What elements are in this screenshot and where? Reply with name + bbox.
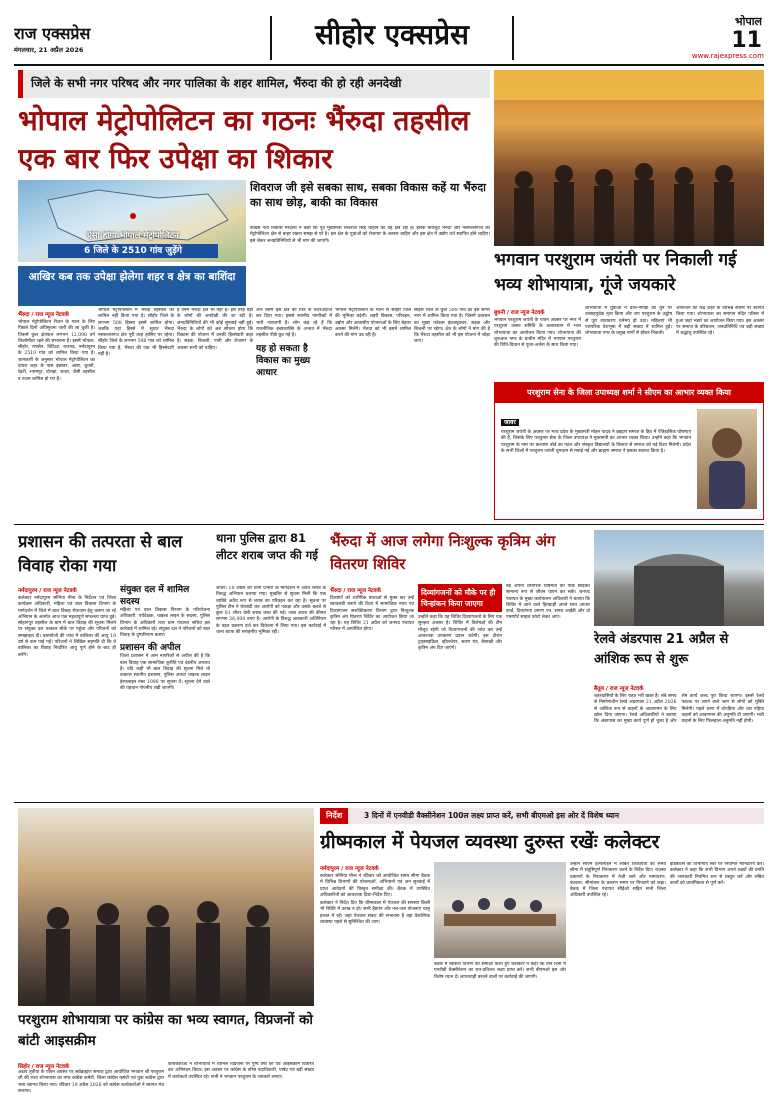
- camp-body: [330, 584, 590, 798]
- camp-callout: दिव्यांगजनों को मौके पर ही चिन्हांकन किया जाएगा: [418, 584, 502, 612]
- water-headline: ग्रीष्मकाल में पेयजल व्यवस्था दुरुस्त रखेंः कलेक्टर: [320, 831, 660, 853]
- marriage-body: [18, 584, 116, 798]
- marriage-headline: प्रशासन की तत्परता से बाल विवाह रोका गया: [18, 532, 183, 575]
- water-col3: बैठक में स्वास्थ्य विभाग की समीक्षा करते हुए कलेक्टर ने कहा कि तीन दिनों में एनवीडी वैक्सीनेशन का शत-प्रतिशत लक्ष्य प्राप्त करें। सभी बीएमओ इस ओर विशेष ध्यान दें। लापरवाही बरतने वालों पर कार्रवाई की जाएगी।: [434, 962, 566, 980]
- marriage-text: कलेक्टर नर्मदापुरम सोनिया मीना के निर्देशन एवं जिला कार्यक्रम अधिकारी, महिला एवं बाल विकास विभाग के मार्गदर्शन में जिले में बाल विवाह रोकथाम हेतु चलाए जा रहे अभियान के अंतर्गत आज एक महत्वपूर्ण सफलता प्राप्त हुई। सोहागपुर तहसील के ग्राम में बाल विवाह की सूचना मिलने पर संयुक्त दल तत्काल मौके पर पहुंचा और परिजनों को समझाइश दी। दस्तावेजों की जांच में बालिका की आयु 18 वर्ष से कम पाई गई। परिजनों ने लिखित सहमति दी कि वे बालिका का विवाह निर्धारित आयु पूर्ण होने के बाद ही करेंगे।: [18, 596, 116, 658]
- marriage-sidebar: [120, 584, 210, 798]
- police-headline: थाना पुलिस द्वारा 81 लीटर शराब जप्त की गई: [216, 531, 318, 562]
- masthead-center-title: सीहोर एक्सप्रेस: [270, 16, 514, 60]
- sena-portrait: [697, 409, 757, 509]
- map-caption-2: 6 जिले के 2510 गांव जुड़ेंगे: [48, 244, 218, 258]
- meeting-photo: [434, 862, 566, 958]
- parshuram-col1: भगवान परशुराम जयंती के पावन अवसर पर नगर में परशुराम उत्सव समिति के तत्वावधान में भव्य शोभायात्रा का आयोजन किया गया। शोभायात्रा की शुरुआत नगर के प्राचीन मंदिर में भगवान परशुराम की विधि-विधान से पूजा-अर्चना के साथ किया गया।: [494, 318, 581, 349]
- railway-body: [594, 682, 764, 798]
- masthead-rule: [14, 64, 764, 66]
- lead-body: [18, 308, 490, 520]
- sena-box: [494, 382, 764, 520]
- team-title: संयुक्त दल में शामिल सदस्य: [120, 585, 190, 607]
- congress-photo: [18, 808, 314, 1006]
- lead-col5: भोपाल मेट्रोपोलिटन के गठन से सीहोर जिले की भूमिका बढ़ेगी। शहरी विकास, परिवहन, उद्योग और आवासीय योजनाओं के लिए बेहतर अवसर मिलेंगे। भैंरुदा को भी इसमें शामिल करने की मांग उठ रही है।: [335, 308, 411, 339]
- metro-map: [18, 180, 246, 262]
- parshuram-byline: बुधनी / राज न्यूज नेटवर्क: [494, 310, 545, 316]
- page-number: 11: [731, 28, 762, 53]
- camp-col2: उन्होंने कहा कि यह शिविर दिव्यांगजनों के लिए एक सुनहरा अवसर है। शिविर में विशेषज्ञों की टीम मौजूद रहेगी जो दिव्यांगजनों की जांच कर उन्हें आवश्यक उपकरण प्रदान करेगी। इस दौरान ट्राइसाइकिल, व्हीलचेयर, श्रवण यंत्र, बैसाखी और कृत्रिम अंग दिए जाएंगे।: [418, 615, 502, 652]
- lead-col6: सीहोर जिले के कुल 599 गांव को इस सागर नगर में शामिल किया गया है। जिसमें प्रशासन का मुख्य फोकस इंफ्रास्ट्रक्चर, सड़क और बिजली पर रहेगा। क्षेत्र के लोगों ने मांग की है कि भैंरुदा तहसील को भी इस योजना में जोड़ा जाए।: [414, 308, 490, 345]
- group-people-icon: [18, 808, 314, 1006]
- lead-col4: और उसमें इस क्षेत्र को फिर से नजरअंदाज कर दिया गया। इससे स्थानीय नागरिकों में भारी नाराजगी है। लोग कह रहे हैं कि राजनीतिक इच्छाशक्ति के अभाव में भैंरुदा तहसील पीछे छूट गई है।: [256, 308, 332, 339]
- railway-text: शहरवासियों के लिए राहत भरी खबर है। लंबे समय से निर्माणाधीन रेलवे अंडरपास 21 अप्रैल 2026 से आंशिक रूप से वाहनों के आवागमन के लिए खोल दिया जाएगा। रेलवे अधिकारियों ने बताया कि अंडरपास का मुख्य कार्य पूर्ण हो चुका है और शेष कार्य जल्द पूरा किया जाएगा। इससे रेलवे फाटक पर लगने वाले जाम से लोगों को मुक्ति मिलेगी। पहले चरण में दोपहिया और चार पहिया वाहनों को आवागमन की अनुमति दी जाएगी। भारी वाहनों के लिए फिलहाल अनुमति नहीं होगी।: [594, 694, 764, 725]
- lead-kicker-bar: [18, 70, 490, 98]
- camp-col1: दिव्यांगों को शारीरिक बाधाओं से मुक्त कर उन्हें स्वावलंबी बनाने की दिशा में सामाजिक न्याय एवं दिव्यांगजन सशक्तिकरण विभाग द्वारा निःशुल्क कृत्रिम अंग वितरण शिविर का आयोजन किया जा रहा है। यह शिविर 21 अप्रैल को जनपद पंचायत परिसर में आयोजित होगा।: [330, 596, 414, 633]
- lead-sub-quote-text: आखिर कब तक उपेक्षा झेलेगा शहर व क्षेत्र का बाशिंदा: [28, 271, 236, 283]
- parshuram-col3: आयोजन का केंद्र शहर के विभिन्न स्थानों पर स्वागत किया गया। शोभायात्रा का समापन मंदिर परिसर में हुआ जहां भंडारे का आयोजन किया गया। इस अवसर पर समाज के वरिष्ठजन, जनप्रतिनिधि एवं बड़ी संख्या में श्रद्धालु उपस्थित रहे।: [676, 306, 764, 337]
- congress-byline: सिहोर / राज न्यूज नेटवर्क: [18, 1064, 70, 1070]
- sena-body: परशुराम जयंती के अवसर पर मध्य प्रदेश के मुख्यमंत्री मोहन यादव ने ब्राह्मण समाज के हित में ऐतिहासिक घोषणाएं की हैं, जिसके लिए परशुराम सेना के जिला उपाध्यक्ष ने मुख्यमंत्री का आभार व्यक्त किया। उन्होंने कहा कि भगवान परशुराम के नाम पर कल्याण बोर्ड का गठन और संस्कृत विद्यालयों के विस्तार से समाज को नई दिशा मिलेगी। प्रदेश के सभी जिलों में परशुराम जयंती धूमधाम से मनाई गई और ब्राह्मण समाज ने इसका स्वागत किया है।: [501, 430, 691, 454]
- lead-side-deck: शिवराज जी इसे सबका साथ, सबका विकास कहें या भैंरुदा का साथ छोड़, बाकी का विकास: [250, 181, 487, 209]
- website: www.rajexpress.com: [691, 52, 764, 60]
- procession-photo: [494, 70, 764, 246]
- lead-col2: भोपाल मेट्रोपोलिटन में भैंरुदा तहसील को शामिल नहीं किया गया है। सीहोर जिले के लगभग 508 हिस्सा इसमें शामिल होगा। जबकि यहां हिस्से में सुधार भैंरुदा नसरुल्लागंज क्षेत्र पूरी तरह हासिए पर रहेगा। सीहोर जिले के लगभग 508 गांव को शामिल किया गया है, भैंरुदा की एक भी हिस्सेदारी नहीं है।: [98, 308, 174, 358]
- congress-body: [18, 1062, 314, 1104]
- railway-photo: [594, 530, 764, 626]
- lead-sub-quote: [18, 266, 246, 306]
- railway-headline: रेलवे अंडरपास 21 अप्रैल से आंशिक रूप से शुरू: [594, 632, 729, 667]
- police-body: जावर। 18 अप्रैल को थाना प्रभारी के मार्गदर्शन में अवैध शराब के विरुद्ध अभियान चलाया गया। मुखबिर से सूचना मिली कि एक व्यक्ति अवैध रूप से शराब का परिवहन कर रहा है। सूचना पर पुलिस टीम ने घेराबंदी कर आरोपी को पकड़ा और उसके कब्जे से कुल 81 लीटर देसी शराब जब्त की गई। जब्त शराब की कीमत लगभग 36,000 रुपए है। आरोपी के विरुद्ध आबकारी अधिनियम के तहत प्रकरण दर्ज कर विवेचना में लिया गया। इस कार्रवाई में थाना स्टाफ की सराहनीय भूमिका रही।: [216, 586, 326, 636]
- person-icon: [697, 409, 757, 509]
- lead-col3: हैं उनमें भैंरुदा क्षेत्र भी नहीं है। इस तरह यहां के लोगों की अनदेखी की जा रही है। जनप्रतिनिधियों की भी कोई सुनवाई नहीं हुई। भैंरुदा के लोगों को अब सोचना होगा कि विकास की योजना में उनकी हिस्सेदारी कहां है। सड़क, बिजली, पानी और रोजगार के अवसर सभी को चाहिए।: [177, 308, 253, 351]
- congress-col2: कार्यकर्ताओं ने शोभायात्रा में शामिल विप्रजनों पर पुष्प वर्षा की एवं आइसक्रीम वितरित कर अभिनंदन किया। इस अवसर पर कांग्रेस के वरिष्ठ पदाधिकारी, पार्षद एवं बड़ी संख्या में कार्यकर्ता उपस्थित रहे। सभी ने भगवान परशुराम के जयकारे लगाए।: [168, 1062, 314, 1080]
- appeal-title: प्रशासन की अपील: [120, 643, 181, 654]
- water-byline: नर्मदापुरम / राज न्यूज नेटवर्क: [320, 866, 379, 872]
- masthead: [14, 8, 764, 64]
- water-col4: उन्होंने सीएम हेल्पलाइन में लंबित शिकायतों का समय सीमा में संतुष्टिपूर्ण निराकरण करने के निर्देश दिए। राजस्व प्रकरणों के निराकरण में तेजी लाने और नामांतरण, बंटवारा, सीमांकन के प्रकरण समय पर निपटाने को कहा। बैठक में जिला पंचायत सीईओ सहित सभी जिला अधिकारी उपस्थित रहे।: [570, 862, 666, 899]
- railway-byline: बैतूल / राज न्यूज नेटवर्क: [594, 686, 644, 692]
- section-divider-1: [14, 524, 764, 525]
- lead-intro: कांग्रेस नेता विकास मरदाना ने कहा कि पूर्व मुख्यमंत्री शिवराज सिंह चौहान का यह क्षेत्र रहा है। इसके बावजूद भैंरुदा और नसरुल्लागंज को मेट्रोपोलिटन क्षेत्र से बाहर रखना समझ से परे है। इस क्षेत्र के युवाओं को रोजगार के अवसर चाहिए और इस क्षेत्र में उद्योग धंधे स्थापित होने चाहिए। इसे लेकर जनप्रतिनिधियों से भी मांग की जाएगी।: [250, 226, 490, 244]
- water-ticker: [320, 808, 764, 824]
- map-caption-1: ऐसा होगा भोपाल मेट्रोपोलिटन: [87, 231, 179, 241]
- underpass-icon: [594, 530, 764, 626]
- section-divider-2: [14, 802, 764, 803]
- camp-headline: भैंरुदा में आज लगेगा निःशुल्क कृत्रिम अंग वितरण शिविर: [330, 532, 556, 573]
- masthead-city: भोपाल: [734, 15, 762, 28]
- sena-label: जावर: [501, 419, 519, 426]
- crowd-icon: [494, 70, 764, 246]
- parshuram-headline: भगवान परशुराम जयंती पर निकाली गई भव्य शोभायात्रा, गूंजे जयकारे: [494, 250, 737, 295]
- parshuram-col2: शोभायात्रा में युवाओं ने ढोल-नगाड़ों की धुन पर उत्साहपूर्वक नृत्य किया और जय परशुराम के उद्घोष से पूरा वातावरण धर्ममय हो उठा। महिलाएं भी पारंपरिक वेशभूषा में बड़ी संख्या में शामिल हुईं। शोभायात्रा नगर के प्रमुख मार्गों से होकर निकली।: [585, 306, 672, 337]
- water-body-left: [320, 862, 430, 1104]
- marriage-byline: नर्मदापुरम / राज न्यूज नेटवर्क: [18, 588, 77, 594]
- water-col2: कलेक्टर ने निर्देश दिए कि ग्रीष्मकाल में पेयजल की समस्या किसी भी स्थिति में उत्पन्न न हो। सभी हैंडपंप और नल-जल योजनाएं चालू हालत में रहें। जहां पेयजल संकट की संभावना है वहां वैकल्पिक व्यवस्था पहले से सुनिश्चित की जाए।: [320, 901, 430, 926]
- lead-col1: भोपाल मेट्रोपोलिटन रीजन के गठन के लिए पिछले दिनों अधिसूचना जारी की जा चुकी है। जिसमें कुल क्षेत्रफल लगभग 12,098 वर्ग किलोमीटर रहने की संभावना है। इसमें भोपाल, सीहोर, रायसेन, विदिशा, राजगढ़, नर्मदापुरम के 2510 गांव को शामिल किया गया है। जानकारी के अनुसार भोपाल मेट्रोपोलिटन का दायरा शहर के पास इछावर, आष्टा, बुधनी, रेहटी, श्यामपुर, दोराहा, जावर, जैसी तहसील व टाउन शामिल हो गए हैं।: [18, 320, 95, 382]
- meeting-table-icon: [434, 862, 566, 958]
- parshuram-body: [494, 306, 764, 380]
- water-col1: कलेक्टर सोनिया मीना ने रविवार को आयोजित समय सीमा बैठक में विभिन्न विभागों की योजनाओं, अभियानों एवं जन सुनवाई में प्राप्त आवेदनों की विस्तृत समीक्षा की। बैठक में उपस्थित अधिकारियों को आवश्यक दिशा-निर्देश दिए।: [320, 874, 430, 898]
- lead-subhead: यह हो सकता है विकास का मुख्य आधार: [256, 344, 311, 379]
- water-col5: इंडिकेटर्स की विभागीय स्तर पर नियमित मॉनिटरिंग करें। कलेक्टर ने कहा कि सभी विभाग अपने लक्ष्यों की प्रगति की जानकारी नियमित रूप से प्रस्तुत करें और लंबित कार्यों को प्राथमिकता से पूर्ण करें।: [670, 862, 764, 886]
- lead-kicker: जिले के सभी नगर परिषद और नगर पालिका के शहर शामिल, भैंरुदा की हो रही अनदेखी: [31, 76, 402, 90]
- masthead-date: मंगलवार, 21 अप्रैल 2026: [14, 46, 84, 54]
- congress-headline: परशुराम शोभायात्रा पर कांग्रेस का भव्य स्वागत, विप्रजनों को बांटी आइसक्रीम: [18, 1012, 313, 1049]
- appeal-body: जिला प्रशासन ने आम नागरिकों से अपील की है कि बाल विवाह एक सामाजिक कुरीति एवं दंडनीय अपराध है। यदि कहीं भी बाल विवाह की सूचना मिले तो तत्काल स्थानीय प्रशासन, पुलिस अथवा चाइल्ड लाइन हेल्पलाइन नंबर 1098 पर सूचना दें। सूचना देने वाले की पहचान गोपनीय रखी जाएगी।: [120, 654, 210, 691]
- masthead-left-title: राज एक्सप्रेस: [14, 24, 91, 42]
- lead-byline: भैंरुदा / राज न्यूज नेटवर्क: [18, 312, 69, 318]
- water-ticker-text: 3 दिनों में एनवीडी वैक्सीनेशन 100ल लक्ष्य प्राप्त करें, सभी बीएमओ इस ओर दें विशेष ध्यान: [364, 811, 620, 820]
- team-body: महिला एवं बाल विकास विभाग के परियोजना अधिकारी, पर्यवेक्षक, चाइल्ड लाइन के सदस्य, पुलिस विभाग के अधिकारी तथा ग्राम पंचायत सचिव इस कार्रवाई में शामिल रहे। संयुक्त दल ने परिजनों को बाल विवाह के दुष्परिणाम बताए।: [120, 608, 210, 639]
- camp-col3: वह अपनी शारीरिक विषमता को पीछे छोड़कर सामान्य रूप से जीवन यापन कर सकें। जनपद पंचायत के मुख्य कार्यपालन अधिकारी ने बताया कि शिविर में आने वाले हितग्राही अपने साथ आधार कार्ड, दिव्यांगता प्रमाण पत्र, समग्र आईडी और दो पासपोर्ट साइज फोटो लेकर आएं।: [506, 584, 590, 621]
- congress-col1: अक्षय तृतीया के पावन अवसर पर सर्वब्राह्मण समाज द्वारा आयोजित भगवान श्री परशुराम जी की भव्य शोभायात्रा का नगर कांग्रेस कमेटी, जिला कांग्रेस कमेटी एवं युवा कांग्रेस द्वारा भव्य स्वागत किया गया। रविवार 19 अप्रैल 2026 को कांग्रेस कार्यकर्ताओं ने स्वागत मंच सजाया।: [18, 1070, 164, 1094]
- lead-headline: भोपाल मेट्रोपोलिटन का गठनः भैंरुदा तहसील एक बार फिर उपेक्षा का शिकार: [18, 104, 470, 175]
- sena-banner: परशुराम सेना के जिला उपाध्यक्ष शर्मा ने सीएम का आभार व्यक्त किया: [495, 383, 763, 403]
- camp-byline: भैंरुदा / राज न्यूज नेटवर्क: [330, 588, 381, 594]
- water-label: निर्देश: [320, 808, 348, 824]
